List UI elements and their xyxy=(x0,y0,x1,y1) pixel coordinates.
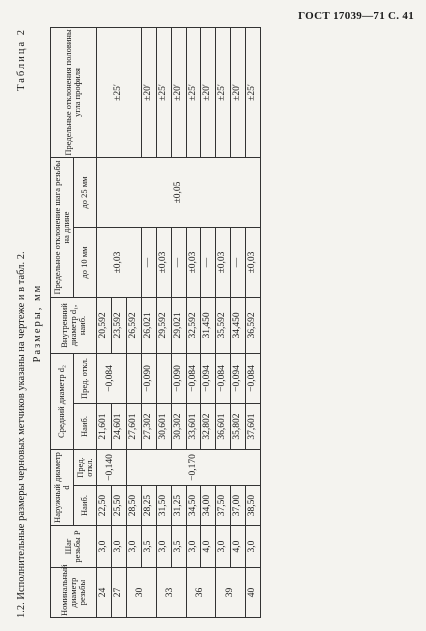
table-row: 24 3,0 22,50 −0,140 21,601 −0,084 20,592 ±0,03 ±0,05 ±25′ xyxy=(96,27,111,617)
col-r10: до 10 мм xyxy=(73,227,96,297)
col-radial: Предельное отклонение шага резьбы на длине xyxy=(51,157,74,297)
rotated-page xyxy=(10,28,420,618)
table-row: 3,5 31,25 30,302 −0,090 29,021 — ±20′ xyxy=(171,27,186,617)
col-outer-max: Наиб. xyxy=(73,486,96,526)
table-row: 3,5 28,25 27,302 −0,090 26,021 — ±20′ xyxy=(141,27,156,617)
col-nominal: Номинальный диаметр резьбы xyxy=(51,568,97,618)
col-outer-dev: Пред. откл. xyxy=(73,450,96,486)
table-label: Таблица 2 xyxy=(16,28,27,91)
table-row: 27 3,0 25,50 24,601 23,592 xyxy=(111,27,126,617)
col-r25: до 25 мм xyxy=(73,157,96,227)
table-row: 30 3,0 28,50 −0,170 27,601 26,592 xyxy=(126,27,141,617)
col-mid: Средний диаметр d₂ xyxy=(51,353,74,449)
table-row: 40 3,0 38,50 37,601 −0,084 36,592 ±0,03 ±25′ xyxy=(246,27,261,617)
dimensions-table xyxy=(50,27,261,618)
col-outer: Наружный диаметр d xyxy=(51,450,74,526)
table-row: 4,0 37,00 35,802 −0,094 34,450 — ±20′ xyxy=(231,27,246,617)
table-row: 4,0 34,00 32,802 −0,094 31,450 — ±20′ xyxy=(201,27,216,617)
col-inner: Внутренний диаметр d₁, наиб. xyxy=(51,297,97,353)
col-mid-dev: Пред. откл. xyxy=(73,353,96,403)
table-row: 36 3,0 34,50 33,601 −0,084 32,592 ±0,03 ±25′ xyxy=(186,27,201,617)
page-header: ГОСТ 17039—71 С. 41 xyxy=(298,10,414,22)
col-pitch: Шаг резьбы P xyxy=(51,526,97,568)
table-row: 39 3,0 37,50 36,601 −0,084 35,592 ±0,03 ±25′ xyxy=(216,27,231,617)
col-half-angle: Предельные отклонения половины угла профиля xyxy=(51,27,97,157)
table-row: 33 3,0 31,50 30,601 29,592 ±0,03 ±25′ xyxy=(156,27,171,617)
caption: 1.2. Исполнительные размеры черновых метчиков указаны на чертеже и в табл. 2. xyxy=(16,251,27,618)
col-mid-max: Наиб. xyxy=(73,404,96,450)
table-title: Размеры, мм xyxy=(32,283,43,363)
